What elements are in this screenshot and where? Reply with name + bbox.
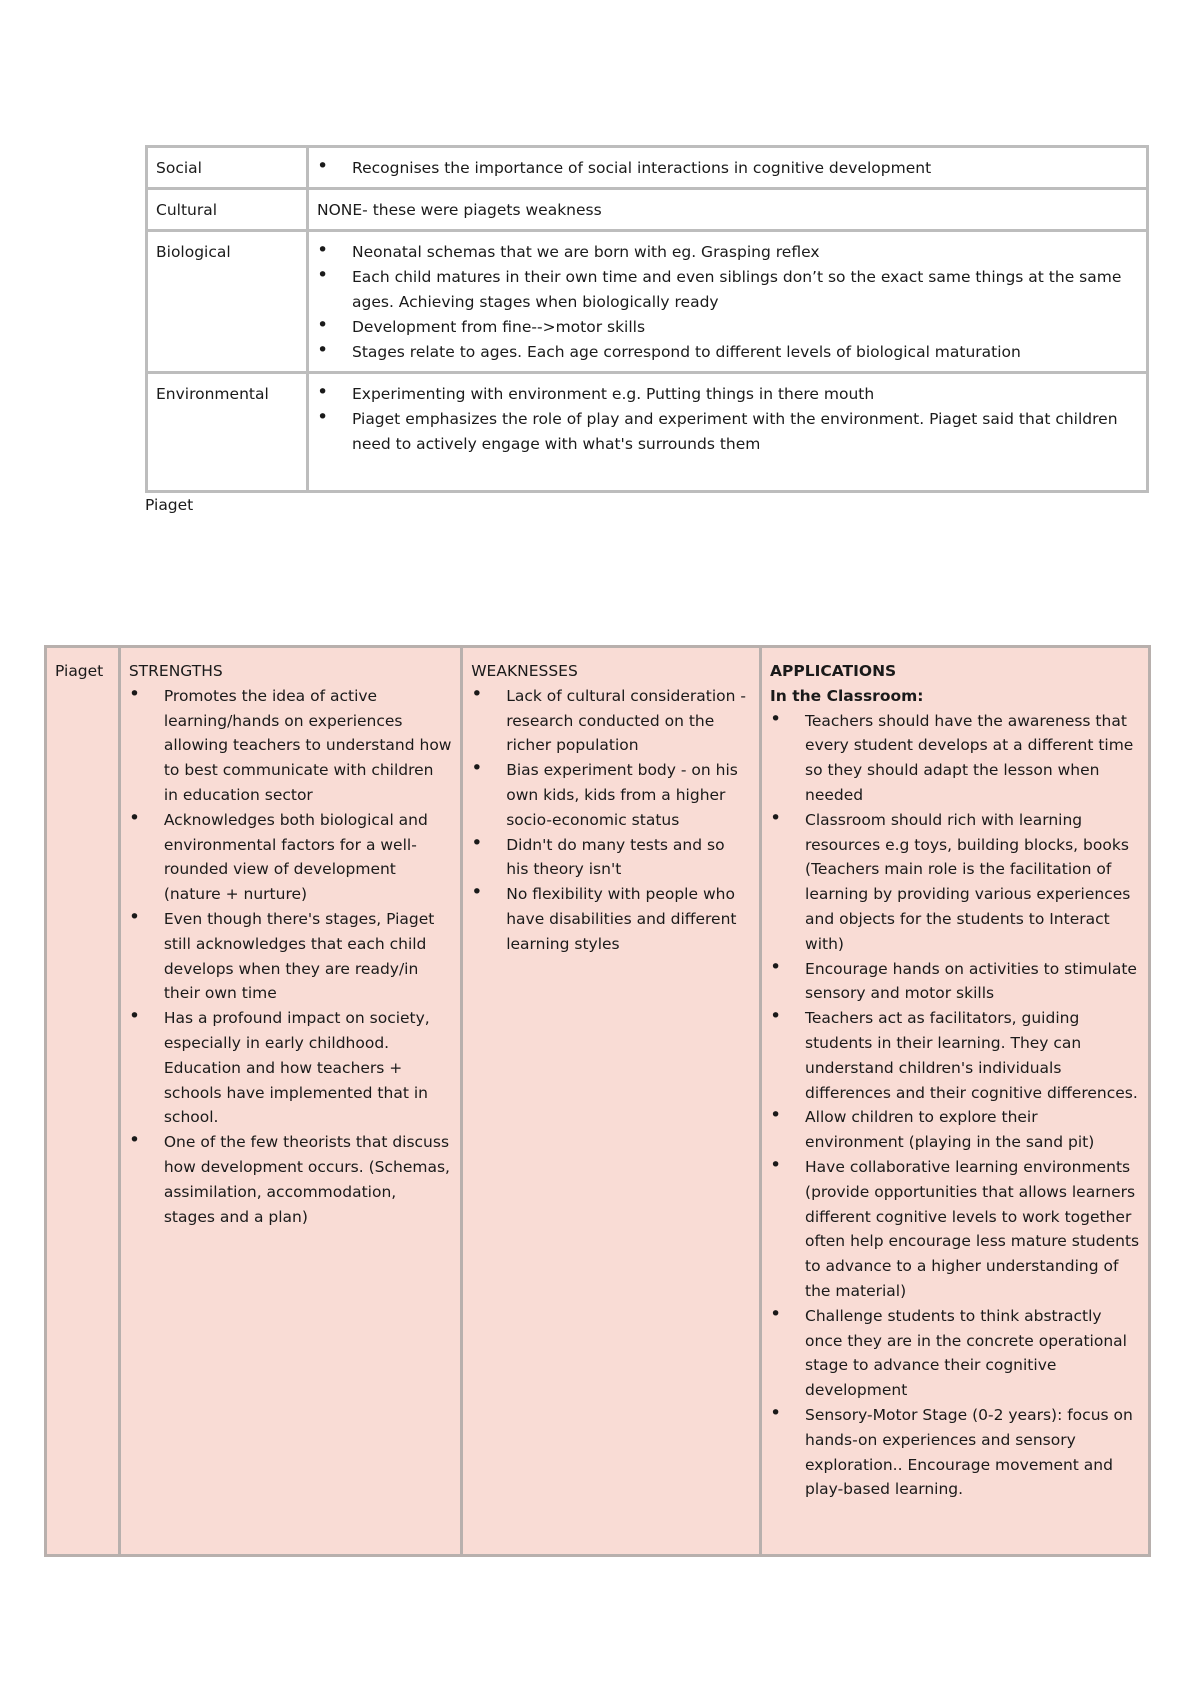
bullet-list: [129, 684, 452, 1230]
list-item: • Bias experiment body - on his own kids, kids from a higher socio-economic status: [471, 758, 751, 832]
bullet-list: [770, 709, 1140, 1503]
list-item: • Teachers should have the awareness that every student develops at a different time so they should adapt the lesson when needed: [770, 709, 1140, 808]
row-content-biological: [308, 231, 1148, 373]
list-item: • Teachers act as facilitators, guiding students in their learning. They can understand children's individuals differences and their cognitive differences.: [770, 1006, 1140, 1105]
list-item: • Stages relate to ages. Each age correspond to different levels of biological maturation: [317, 340, 1138, 365]
list-item: • Challenge students to think abstractly once they are in the concrete operational stage to advance their cognitive development: [770, 1304, 1140, 1403]
applications-column: [761, 647, 1150, 1556]
bullet-list: [317, 240, 1138, 365]
strengths-heading: STRENGTHS: [128, 662, 223, 680]
row-content-environmental: [308, 373, 1148, 492]
list-item: • Promotes the idea of active learning/hands on experiences allowing teachers to understand how to best communicate with children in education sector: [129, 684, 452, 808]
applications-subheading: In the Classroom:: [770, 686, 924, 705]
list-item: • Experimenting with environment e.g. Putting things in there mouth: [317, 382, 1138, 407]
row-content-social: [308, 147, 1148, 189]
bullet-list: [317, 156, 1138, 181]
list-item: • Lack of cultural consideration - research conducted on the richer population: [471, 684, 751, 758]
table-row: [147, 189, 1148, 231]
list-item: • Have collaborative learning environments (provide opportunities that allows learners different cognitive levels to work together often help encourage less mature students to advance to a higher understanding of the material): [770, 1155, 1140, 1304]
list-item: • Recognises the importance of social interactions in cognitive development: [317, 156, 1138, 181]
table-row: [147, 231, 1148, 373]
list-item: • Allow children to explore their environment (playing in the sand pit): [770, 1105, 1140, 1155]
list-item: • Development from fine-->motor skills: [317, 315, 1138, 340]
bullet-list: [471, 684, 751, 957]
list-item: • Sensory-Motor Stage (0-2 years): focus on hands-on experiences and sensory exploration.. Encourage movement and play-based learning.: [770, 1403, 1140, 1502]
applications-heading: APPLICATIONS: [770, 662, 897, 680]
table-row: [147, 147, 1148, 189]
list-item: • Piaget emphasizes the role of play and experiment with the environment. Piaget said that children need to actively engage with what's surrounds them: [317, 407, 1138, 457]
list-item: • Has a profound impact on society, especially in early childhood. Education and how teachers + schools have implemented that in school.: [129, 1006, 452, 1130]
piaget-factors-table: [145, 145, 1149, 493]
strengths-column: [119, 647, 461, 1556]
row-label-environmental: Environmental: [147, 373, 308, 492]
piaget-evaluation-table: [44, 645, 1151, 1557]
row-content-cultural: NONE- these were piagets weakness: [308, 189, 1148, 231]
weaknesses-heading: WEAKNESSES: [471, 662, 578, 680]
list-item: • Even though there's stages, Piaget still acknowledges that each child develops when they are ready/in their own time: [129, 907, 452, 1006]
theorist-label: Piaget: [46, 647, 120, 1556]
list-item: • Encourage hands on activities to stimulate sensory and motor skills: [770, 957, 1140, 1007]
list-item: • No flexibility with people who have disabilities and different learning styles: [471, 882, 751, 956]
bullet-list: [317, 382, 1138, 457]
weaknesses-column: [462, 647, 761, 1556]
list-item: • Neonatal schemas that we are born with eg. Grasping reflex: [317, 240, 1138, 265]
list-item: • Didn't do many tests and so his theory isn't: [471, 833, 751, 883]
table-caption: Piaget: [145, 496, 194, 514]
row-label-cultural: Cultural: [147, 189, 308, 231]
table-row: [46, 647, 1150, 1556]
list-item: • Acknowledges both biological and environmental factors for a well-rounded view of development (nature + nurture): [129, 808, 452, 907]
list-item: • One of the few theorists that discuss how development occurs. (Schemas, assimilation, accommodation, stages and a plan): [129, 1130, 452, 1229]
table-row: [147, 373, 1148, 492]
list-item: • Classroom should rich with learning resources e.g toys, building blocks, books (Teachers main role is the facilitation of learning by providing various experiences and objects for the students to Interact with): [770, 808, 1140, 957]
list-item: • Each child matures in their own time and even siblings don’t so the exact same things at the same ages. Achieving stages when biologically ready: [317, 265, 1138, 315]
row-label-social: Social: [147, 147, 308, 189]
row-label-biological: Biological: [147, 231, 308, 373]
